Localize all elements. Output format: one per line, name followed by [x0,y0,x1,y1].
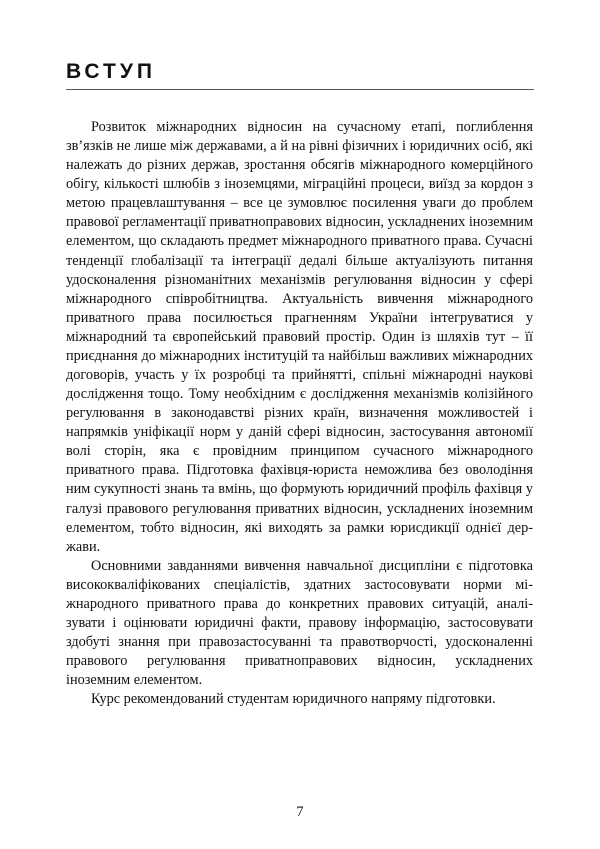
page-number: 7 [296,804,304,820]
section-title: ВСТУП [66,60,156,83]
paragraph: Основними завданнями вивчення навчальної дисципліни є підготовка висококваліфікованих спеціалістів, здатних застосовувати норми міжнародного приватного права до конкретних правових ситуацій, аналізувати і оцінювати юридичні факти, правову інформацію, застосовувати здобуті знання при правозастосуванні та правотворчості, удосконаленні правового регулювання приватноправових відносин, ускладнених іноземним елементом. [66,557,533,689]
paragraph: Розвиток міжнародних відносин на сучасному етапі, поглиблення зв’язків не лише між державами, а й на рівні фізичних і юридичних осіб, які належать до різних держав, зростання обсягів міжнародного комерційного обігу, кількості шлюбів з іноземцями, міграційні процеси, виїзд за кордон з метою працевлаштування – все це зумовлює посилення уваги до проблем правової регламентації приватноправових відносин, ускладнених іноземним елементом, що складають предмет міжнародного приватного права. Сучасні тенденції глобалізації та інтеграції дедалі більше актуалізують питання удосконалення різноманітних механізмів регулювання відносин у сфері міжнародного співробітництва. Актуальність вивчення міжнародного приватного права посилюється прагненням України інтегруватися у міжнародний та європейський правовий простір. Один із шляхів тут – її приєднання до міжнародних інституцій та найбільш важливих міжнародних договорів, участь у їх розробці та прийнятті, спільні міжнародні наукові дослідження тощо. Тому необхідним є дослідження механізмів колізійного регулювання в законодавстві різних країн, визначення можливостей і напрямків уніфікації норм у даній сфері відносин, застосування автономії волі сторін, яка є провідним принципом сучасного міжнародного приватного права. Підготовка фахівця-юриста неможлива без оволодіння ним сукупності знань та вмінь, що формують юридичний профіль фахівця у галузі правового регулювання приватних відносин, ускладнених іноземним елементом, тобто відносин, які виходять за рамки юрисдикції однієї держави. [66,119,533,555]
body-text [66,118,533,709]
title-underline [66,89,534,90]
paragraph: Курс рекомендований студентам юридичного напряму підготовки. [91,691,496,708]
